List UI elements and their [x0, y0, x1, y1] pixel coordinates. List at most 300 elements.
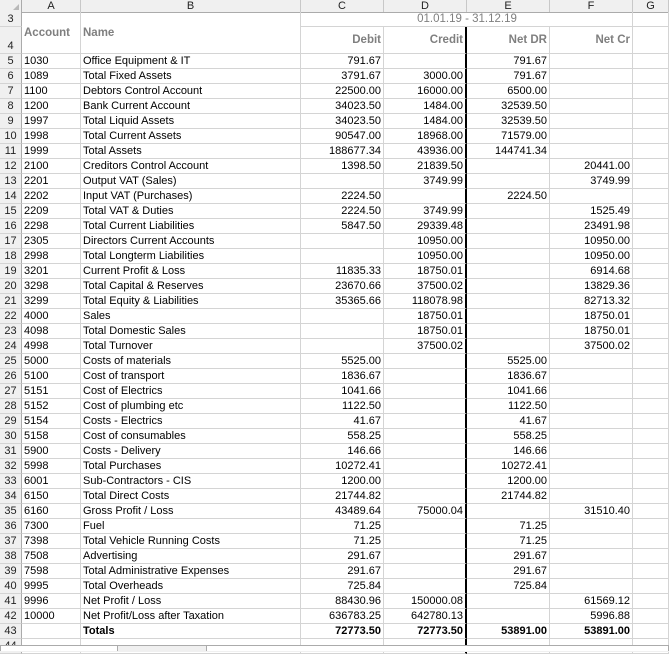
net-cr-cell[interactable] — [550, 99, 633, 114]
net-cr-cell[interactable] — [550, 429, 633, 444]
name-cell[interactable]: Total Liquid Assets — [81, 114, 301, 129]
row-header[interactable]: 14 — [0, 189, 22, 204]
net-cr-cell[interactable] — [550, 534, 633, 549]
empty-cell[interactable] — [633, 324, 669, 339]
name-cell[interactable]: Costs - Delivery — [81, 444, 301, 459]
row-header[interactable]: 22 — [0, 309, 22, 324]
debit-cell[interactable]: 34023.50 — [301, 99, 384, 114]
row-header[interactable]: 27 — [0, 384, 22, 399]
net-cr-cell[interactable] — [550, 369, 633, 384]
name-cell[interactable]: Creditors Control Account — [81, 159, 301, 174]
debit-cell[interactable]: 1041.66 — [301, 384, 384, 399]
account-cell[interactable]: 5152 — [22, 399, 81, 414]
net-cr-cell[interactable]: 13829.36 — [550, 279, 633, 294]
empty-cell[interactable] — [633, 354, 669, 369]
net-dr-cell[interactable] — [467, 594, 550, 609]
credit-cell[interactable] — [384, 519, 467, 534]
debit-cell[interactable]: 23670.66 — [301, 279, 384, 294]
account-cell[interactable]: 5900 — [22, 444, 81, 459]
credit-cell[interactable]: 18750.01 — [384, 309, 467, 324]
name-cell[interactable]: Net Profit / Loss — [81, 594, 301, 609]
net-dr-cell[interactable] — [467, 219, 550, 234]
debit-cell[interactable] — [301, 249, 384, 264]
select-all-corner[interactable] — [0, 0, 22, 12]
account-cell[interactable]: 1200 — [22, 99, 81, 114]
account-cell[interactable]: 5154 — [22, 414, 81, 429]
row-header[interactable]: 20 — [0, 279, 22, 294]
net-cr-cell[interactable]: 10950.00 — [550, 249, 633, 264]
net-dr-cell[interactable] — [467, 294, 550, 309]
total-net-cr[interactable]: 53891.00 — [550, 624, 633, 639]
net-dr-cell[interactable]: 725.84 — [467, 579, 550, 594]
name-cell[interactable]: Total Fixed Assets — [81, 69, 301, 84]
net-dr-cell[interactable] — [467, 264, 550, 279]
account-cell[interactable]: 7398 — [22, 534, 81, 549]
debit-cell[interactable]: 3791.67 — [301, 69, 384, 84]
credit-cell[interactable] — [384, 54, 467, 69]
account-cell[interactable]: 9996 — [22, 594, 81, 609]
debit-cell[interactable]: 35365.66 — [301, 294, 384, 309]
account-cell[interactable]: 2100 — [22, 159, 81, 174]
empty-cell[interactable] — [633, 384, 669, 399]
name-cell[interactable]: Total Vehicle Running Costs — [81, 534, 301, 549]
credit-cell[interactable] — [384, 549, 467, 564]
net-cr-cell[interactable] — [550, 519, 633, 534]
account-cell[interactable]: 4998 — [22, 339, 81, 354]
empty-cell[interactable] — [633, 84, 669, 99]
net-cr-cell[interactable]: 20441.00 — [550, 159, 633, 174]
row-header[interactable]: 29 — [0, 414, 22, 429]
account-cell[interactable]: 5998 — [22, 459, 81, 474]
net-dr-cell[interactable]: 2224.50 — [467, 189, 550, 204]
debit-cell[interactable]: 1122.50 — [301, 399, 384, 414]
net-cr-cell[interactable] — [550, 489, 633, 504]
debit-cell[interactable]: 558.25 — [301, 429, 384, 444]
account-cell[interactable]: 6160 — [22, 504, 81, 519]
empty-cell[interactable] — [633, 474, 669, 489]
net-dr-cell[interactable]: 41.67 — [467, 414, 550, 429]
empty-cell[interactable] — [633, 609, 669, 624]
row-header[interactable]: 13 — [0, 174, 22, 189]
debit-cell[interactable]: 291.67 — [301, 549, 384, 564]
account-cell[interactable]: 5151 — [22, 384, 81, 399]
total-debit[interactable]: 72773.50 — [301, 624, 384, 639]
empty-cell[interactable] — [633, 594, 669, 609]
name-cell[interactable]: Bank Current Account — [81, 99, 301, 114]
empty-cell[interactable] — [633, 159, 669, 174]
account-cell[interactable]: 2998 — [22, 249, 81, 264]
debit-cell[interactable]: 5525.00 — [301, 354, 384, 369]
row-header[interactable]: 23 — [0, 324, 22, 339]
debit-cell[interactable]: 146.66 — [301, 444, 384, 459]
net-dr-cell[interactable]: 6500.00 — [467, 84, 550, 99]
net-dr-cell[interactable]: 71579.00 — [467, 129, 550, 144]
net-dr-cell[interactable] — [467, 204, 550, 219]
account-cell[interactable]: 1100 — [22, 84, 81, 99]
net-dr-cell[interactable] — [467, 324, 550, 339]
row-header[interactable]: 8 — [0, 99, 22, 114]
row-header[interactable]: 6 — [0, 69, 22, 84]
account-cell[interactable]: 7598 — [22, 564, 81, 579]
row-header[interactable]: 30 — [0, 429, 22, 444]
net-dr-cell[interactable]: 71.25 — [467, 534, 550, 549]
net-cr-cell[interactable] — [550, 444, 633, 459]
net-dr-cell[interactable]: 144741.34 — [467, 144, 550, 159]
credit-cell[interactable]: 18750.01 — [384, 324, 467, 339]
net-cr-cell[interactable] — [550, 189, 633, 204]
empty-cell[interactable] — [633, 189, 669, 204]
row-header[interactable]: 36 — [0, 519, 22, 534]
credit-cell[interactable]: 37500.02 — [384, 339, 467, 354]
account-cell[interactable]: 2298 — [22, 219, 81, 234]
name-cell[interactable]: Total Direct Costs — [81, 489, 301, 504]
net-cr-cell[interactable] — [550, 84, 633, 99]
credit-cell[interactable] — [384, 369, 467, 384]
row-header[interactable]: 43 — [0, 624, 22, 639]
row-header[interactable]: 33 — [0, 474, 22, 489]
credit-cell[interactable]: 16000.00 — [384, 84, 467, 99]
row-header[interactable]: 35 — [0, 504, 22, 519]
debit-cell[interactable]: 636783.25 — [301, 609, 384, 624]
credit-cell[interactable]: 118078.98 — [384, 294, 467, 309]
row-header[interactable]: 16 — [0, 219, 22, 234]
debit-cell[interactable]: 1836.67 — [301, 369, 384, 384]
name-cell[interactable]: Current Profit & Loss — [81, 264, 301, 279]
empty-cell[interactable] — [633, 429, 669, 444]
credit-cell[interactable] — [384, 579, 467, 594]
name-cell[interactable]: Directors Current Accounts — [81, 234, 301, 249]
credit-cell[interactable] — [384, 429, 467, 444]
debit-cell[interactable]: 71.25 — [301, 534, 384, 549]
empty-cell[interactable] — [633, 174, 669, 189]
net-cr-cell[interactable] — [550, 549, 633, 564]
name-cell[interactable]: Total Equity & Liabilities — [81, 294, 301, 309]
credit-cell[interactable]: 75000.04 — [384, 504, 467, 519]
debit-cell[interactable]: 725.84 — [301, 579, 384, 594]
debit-cell[interactable]: 43489.64 — [301, 504, 384, 519]
row-header[interactable]: 39 — [0, 564, 22, 579]
credit-cell[interactable]: 18968.00 — [384, 129, 467, 144]
net-cr-cell[interactable] — [550, 69, 633, 84]
account-cell[interactable]: 1999 — [22, 144, 81, 159]
debit-cell[interactable]: 2224.50 — [301, 204, 384, 219]
column-header-a[interactable]: A — [22, 0, 81, 12]
name-cell[interactable]: Total Current Assets — [81, 129, 301, 144]
credit-cell[interactable]: 21839.50 — [384, 159, 467, 174]
empty-cell[interactable] — [633, 459, 669, 474]
row-header[interactable]: 37 — [0, 534, 22, 549]
row-header[interactable]: 34 — [0, 489, 22, 504]
empty-cell[interactable] — [633, 369, 669, 384]
account-cell[interactable] — [22, 624, 81, 639]
account-cell[interactable]: 4098 — [22, 324, 81, 339]
debit-cell[interactable]: 188677.34 — [301, 144, 384, 159]
account-cell[interactable]: 7508 — [22, 549, 81, 564]
net-dr-cell[interactable]: 791.67 — [467, 69, 550, 84]
net-cr-cell[interactable] — [550, 114, 633, 129]
debit-cell[interactable]: 11835.33 — [301, 264, 384, 279]
credit-cell[interactable]: 1484.00 — [384, 99, 467, 114]
name-cell[interactable]: Total Current Liabilities — [81, 219, 301, 234]
debit-cell[interactable]: 2224.50 — [301, 189, 384, 204]
net-cr-cell[interactable] — [550, 129, 633, 144]
empty-cell[interactable] — [633, 519, 669, 534]
name-cell[interactable]: Total Administrative Expenses — [81, 564, 301, 579]
name-cell[interactable]: Total Domestic Sales — [81, 324, 301, 339]
net-cr-cell[interactable] — [550, 399, 633, 414]
row-header[interactable]: 26 — [0, 369, 22, 384]
debit-cell[interactable]: 5847.50 — [301, 219, 384, 234]
credit-cell[interactable]: 1484.00 — [384, 114, 467, 129]
net-cr-cell[interactable]: 18750.01 — [550, 324, 633, 339]
empty-cell[interactable] — [633, 294, 669, 309]
credit-cell[interactable]: 10950.00 — [384, 234, 467, 249]
net-dr-cell[interactable]: 146.66 — [467, 444, 550, 459]
debit-cell[interactable]: 21744.82 — [301, 489, 384, 504]
debit-cell[interactable] — [301, 234, 384, 249]
net-dr-cell[interactable] — [467, 279, 550, 294]
empty-cell[interactable] — [633, 309, 669, 324]
row-header[interactable]: 25 — [0, 354, 22, 369]
row-header[interactable]: 31 — [0, 444, 22, 459]
net-dr-cell[interactable] — [467, 249, 550, 264]
net-cr-cell[interactable] — [550, 564, 633, 579]
empty-cell[interactable] — [633, 399, 669, 414]
column-header-g[interactable]: G — [633, 0, 669, 12]
name-cell[interactable]: Total Turnover — [81, 339, 301, 354]
row-header[interactable]: 15 — [0, 204, 22, 219]
net-dr-cell[interactable]: 1122.50 — [467, 399, 550, 414]
credit-cell[interactable] — [384, 564, 467, 579]
name-cell[interactable]: Total VAT & Duties — [81, 204, 301, 219]
net-cr-cell[interactable]: 37500.02 — [550, 339, 633, 354]
row-header[interactable]: 9 — [0, 114, 22, 129]
horizontal-scrollbar[interactable] — [206, 645, 669, 651]
empty-cell[interactable] — [633, 549, 669, 564]
column-header-d[interactable]: D — [384, 0, 467, 12]
empty-cell[interactable] — [633, 504, 669, 519]
account-cell[interactable]: 4000 — [22, 309, 81, 324]
net-dr-cell[interactable]: 5525.00 — [467, 354, 550, 369]
net-dr-cell[interactable]: 10272.41 — [467, 459, 550, 474]
debit-cell[interactable]: 71.25 — [301, 519, 384, 534]
net-dr-cell[interactable] — [467, 159, 550, 174]
account-cell[interactable]: 1030 — [22, 54, 81, 69]
name-cell[interactable]: Cost of plumbing etc — [81, 399, 301, 414]
row-header[interactable]: 38 — [0, 549, 22, 564]
account-cell[interactable]: 3201 — [22, 264, 81, 279]
credit-cell[interactable] — [384, 534, 467, 549]
empty-cell[interactable] — [633, 114, 669, 129]
net-cr-cell[interactable] — [550, 579, 633, 594]
debit-cell[interactable] — [301, 324, 384, 339]
net-cr-cell[interactable]: 3749.99 — [550, 174, 633, 189]
name-cell[interactable]: Office Equipment & IT — [81, 54, 301, 69]
total-net-dr[interactable]: 53891.00 — [467, 624, 550, 639]
net-cr-cell[interactable] — [550, 384, 633, 399]
name-cell[interactable]: Fuel — [81, 519, 301, 534]
empty-cell[interactable] — [633, 69, 669, 84]
account-cell[interactable]: 6001 — [22, 474, 81, 489]
credit-cell[interactable]: 10950.00 — [384, 249, 467, 264]
column-header-f[interactable]: F — [550, 0, 633, 12]
account-cell[interactable]: 10000 — [22, 609, 81, 624]
debit-cell[interactable]: 90547.00 — [301, 129, 384, 144]
name-cell[interactable]: Costs - Electrics — [81, 414, 301, 429]
credit-cell[interactable]: 150000.08 — [384, 594, 467, 609]
net-dr-cell[interactable]: 1836.67 — [467, 369, 550, 384]
empty-cell[interactable] — [633, 444, 669, 459]
row-header-4[interactable]: 4 — [0, 27, 22, 54]
net-dr-cell[interactable]: 71.25 — [467, 519, 550, 534]
credit-cell[interactable] — [384, 414, 467, 429]
net-cr-cell[interactable] — [550, 54, 633, 69]
name-cell[interactable]: Cost of Electrics — [81, 384, 301, 399]
empty-cell[interactable] — [633, 249, 669, 264]
net-dr-cell[interactable] — [467, 609, 550, 624]
row-header[interactable]: 5 — [0, 54, 22, 69]
empty-cell[interactable] — [633, 564, 669, 579]
credit-cell[interactable]: 18750.01 — [384, 264, 467, 279]
credit-cell[interactable] — [384, 444, 467, 459]
account-cell[interactable]: 5000 — [22, 354, 81, 369]
row-header[interactable]: 17 — [0, 234, 22, 249]
credit-cell[interactable]: 3749.99 — [384, 204, 467, 219]
name-cell[interactable]: Cost of consumables — [81, 429, 301, 444]
net-cr-cell[interactable]: 10950.00 — [550, 234, 633, 249]
row-header[interactable]: 10 — [0, 129, 22, 144]
row-header[interactable]: 21 — [0, 294, 22, 309]
empty-cell[interactable] — [633, 489, 669, 504]
net-dr-cell[interactable] — [467, 504, 550, 519]
row-header[interactable]: 7 — [0, 84, 22, 99]
net-cr-cell[interactable] — [550, 414, 633, 429]
name-cell[interactable]: Input VAT (Purchases) — [81, 189, 301, 204]
net-dr-cell[interactable] — [467, 174, 550, 189]
row-header[interactable]: 28 — [0, 399, 22, 414]
name-cell[interactable]: Total Overheads — [81, 579, 301, 594]
debit-cell[interactable]: 22500.00 — [301, 84, 384, 99]
credit-cell[interactable]: 642780.13 — [384, 609, 467, 624]
account-cell[interactable]: 6150 — [22, 489, 81, 504]
column-header-e[interactable]: E — [467, 0, 550, 12]
debit-cell[interactable]: 34023.50 — [301, 114, 384, 129]
net-cr-cell[interactable]: 23491.98 — [550, 219, 633, 234]
debit-cell[interactable]: 1200.00 — [301, 474, 384, 489]
debit-cell[interactable] — [301, 174, 384, 189]
empty-cell[interactable] — [633, 414, 669, 429]
debit-cell[interactable] — [301, 339, 384, 354]
row-header[interactable]: 41 — [0, 594, 22, 609]
net-cr-cell[interactable]: 5996.88 — [550, 609, 633, 624]
credit-cell[interactable]: 37500.02 — [384, 279, 467, 294]
empty-cell[interactable] — [633, 99, 669, 114]
net-dr-cell[interactable]: 791.67 — [467, 54, 550, 69]
net-cr-cell[interactable]: 31510.40 — [550, 504, 633, 519]
credit-cell[interactable] — [384, 189, 467, 204]
name-cell[interactable]: Advertising — [81, 549, 301, 564]
row-header[interactable]: 40 — [0, 579, 22, 594]
credit-cell[interactable] — [384, 399, 467, 414]
account-cell[interactable]: 1997 — [22, 114, 81, 129]
name-cell[interactable]: Output VAT (Sales) — [81, 174, 301, 189]
net-dr-cell[interactable]: 1200.00 — [467, 474, 550, 489]
account-cell[interactable]: 2305 — [22, 234, 81, 249]
account-cell[interactable]: 5158 — [22, 429, 81, 444]
account-cell[interactable]: 2209 — [22, 204, 81, 219]
name-cell[interactable]: Gross Profit / Loss — [81, 504, 301, 519]
empty-cell[interactable] — [633, 534, 669, 549]
debit-cell[interactable]: 791.67 — [301, 54, 384, 69]
name-cell[interactable]: Costs of materials — [81, 354, 301, 369]
name-cell[interactable]: Cost of transport — [81, 369, 301, 384]
empty-cell[interactable] — [633, 54, 669, 69]
net-cr-cell[interactable]: 1525.49 — [550, 204, 633, 219]
row-header[interactable]: 24 — [0, 339, 22, 354]
name-cell[interactable]: Total Purchases — [81, 459, 301, 474]
account-cell[interactable]: 5100 — [22, 369, 81, 384]
debit-cell[interactable]: 41.67 — [301, 414, 384, 429]
net-dr-cell[interactable]: 32539.50 — [467, 99, 550, 114]
name-cell[interactable]: Sub-Contractors - CIS — [81, 474, 301, 489]
empty-cell[interactable] — [633, 234, 669, 249]
empty-cell[interactable] — [633, 264, 669, 279]
name-cell[interactable]: Total Assets — [81, 144, 301, 159]
empty-cell[interactable] — [633, 624, 669, 639]
net-cr-cell[interactable]: 6914.68 — [550, 264, 633, 279]
net-cr-cell[interactable] — [550, 354, 633, 369]
account-cell[interactable]: 9995 — [22, 579, 81, 594]
net-dr-cell[interactable]: 32539.50 — [467, 114, 550, 129]
debit-cell[interactable]: 1398.50 — [301, 159, 384, 174]
credit-cell[interactable] — [384, 384, 467, 399]
net-dr-cell[interactable]: 291.67 — [467, 564, 550, 579]
credit-cell[interactable] — [384, 489, 467, 504]
name-cell[interactable]: Total Capital & Reserves — [81, 279, 301, 294]
account-cell[interactable]: 3298 — [22, 279, 81, 294]
debit-cell[interactable]: 88430.96 — [301, 594, 384, 609]
account-cell[interactable]: 3299 — [22, 294, 81, 309]
empty-cell[interactable] — [633, 219, 669, 234]
row-header[interactable]: 11 — [0, 144, 22, 159]
net-dr-cell[interactable] — [467, 309, 550, 324]
debit-cell[interactable]: 291.67 — [301, 564, 384, 579]
total-credit[interactable]: 72773.50 — [384, 624, 467, 639]
credit-cell[interactable]: 43936.00 — [384, 144, 467, 159]
credit-cell[interactable] — [384, 459, 467, 474]
credit-cell[interactable] — [384, 474, 467, 489]
credit-cell[interactable] — [384, 354, 467, 369]
name-cell[interactable]: Sales — [81, 309, 301, 324]
empty-cell[interactable] — [633, 279, 669, 294]
net-dr-cell[interactable]: 558.25 — [467, 429, 550, 444]
net-cr-cell[interactable]: 82713.32 — [550, 294, 633, 309]
row-header[interactable]: 19 — [0, 264, 22, 279]
account-cell[interactable]: 2202 — [22, 189, 81, 204]
account-cell[interactable]: 7300 — [22, 519, 81, 534]
net-cr-cell[interactable] — [550, 474, 633, 489]
row-header[interactable]: 12 — [0, 159, 22, 174]
empty-cell[interactable] — [633, 579, 669, 594]
net-cr-cell[interactable]: 18750.01 — [550, 309, 633, 324]
account-cell[interactable]: 2201 — [22, 174, 81, 189]
net-dr-cell[interactable]: 21744.82 — [467, 489, 550, 504]
net-dr-cell[interactable] — [467, 234, 550, 249]
credit-cell[interactable]: 3749.99 — [384, 174, 467, 189]
credit-cell[interactable]: 29339.48 — [384, 219, 467, 234]
net-cr-cell[interactable]: 61569.12 — [550, 594, 633, 609]
empty-cell[interactable] — [633, 339, 669, 354]
